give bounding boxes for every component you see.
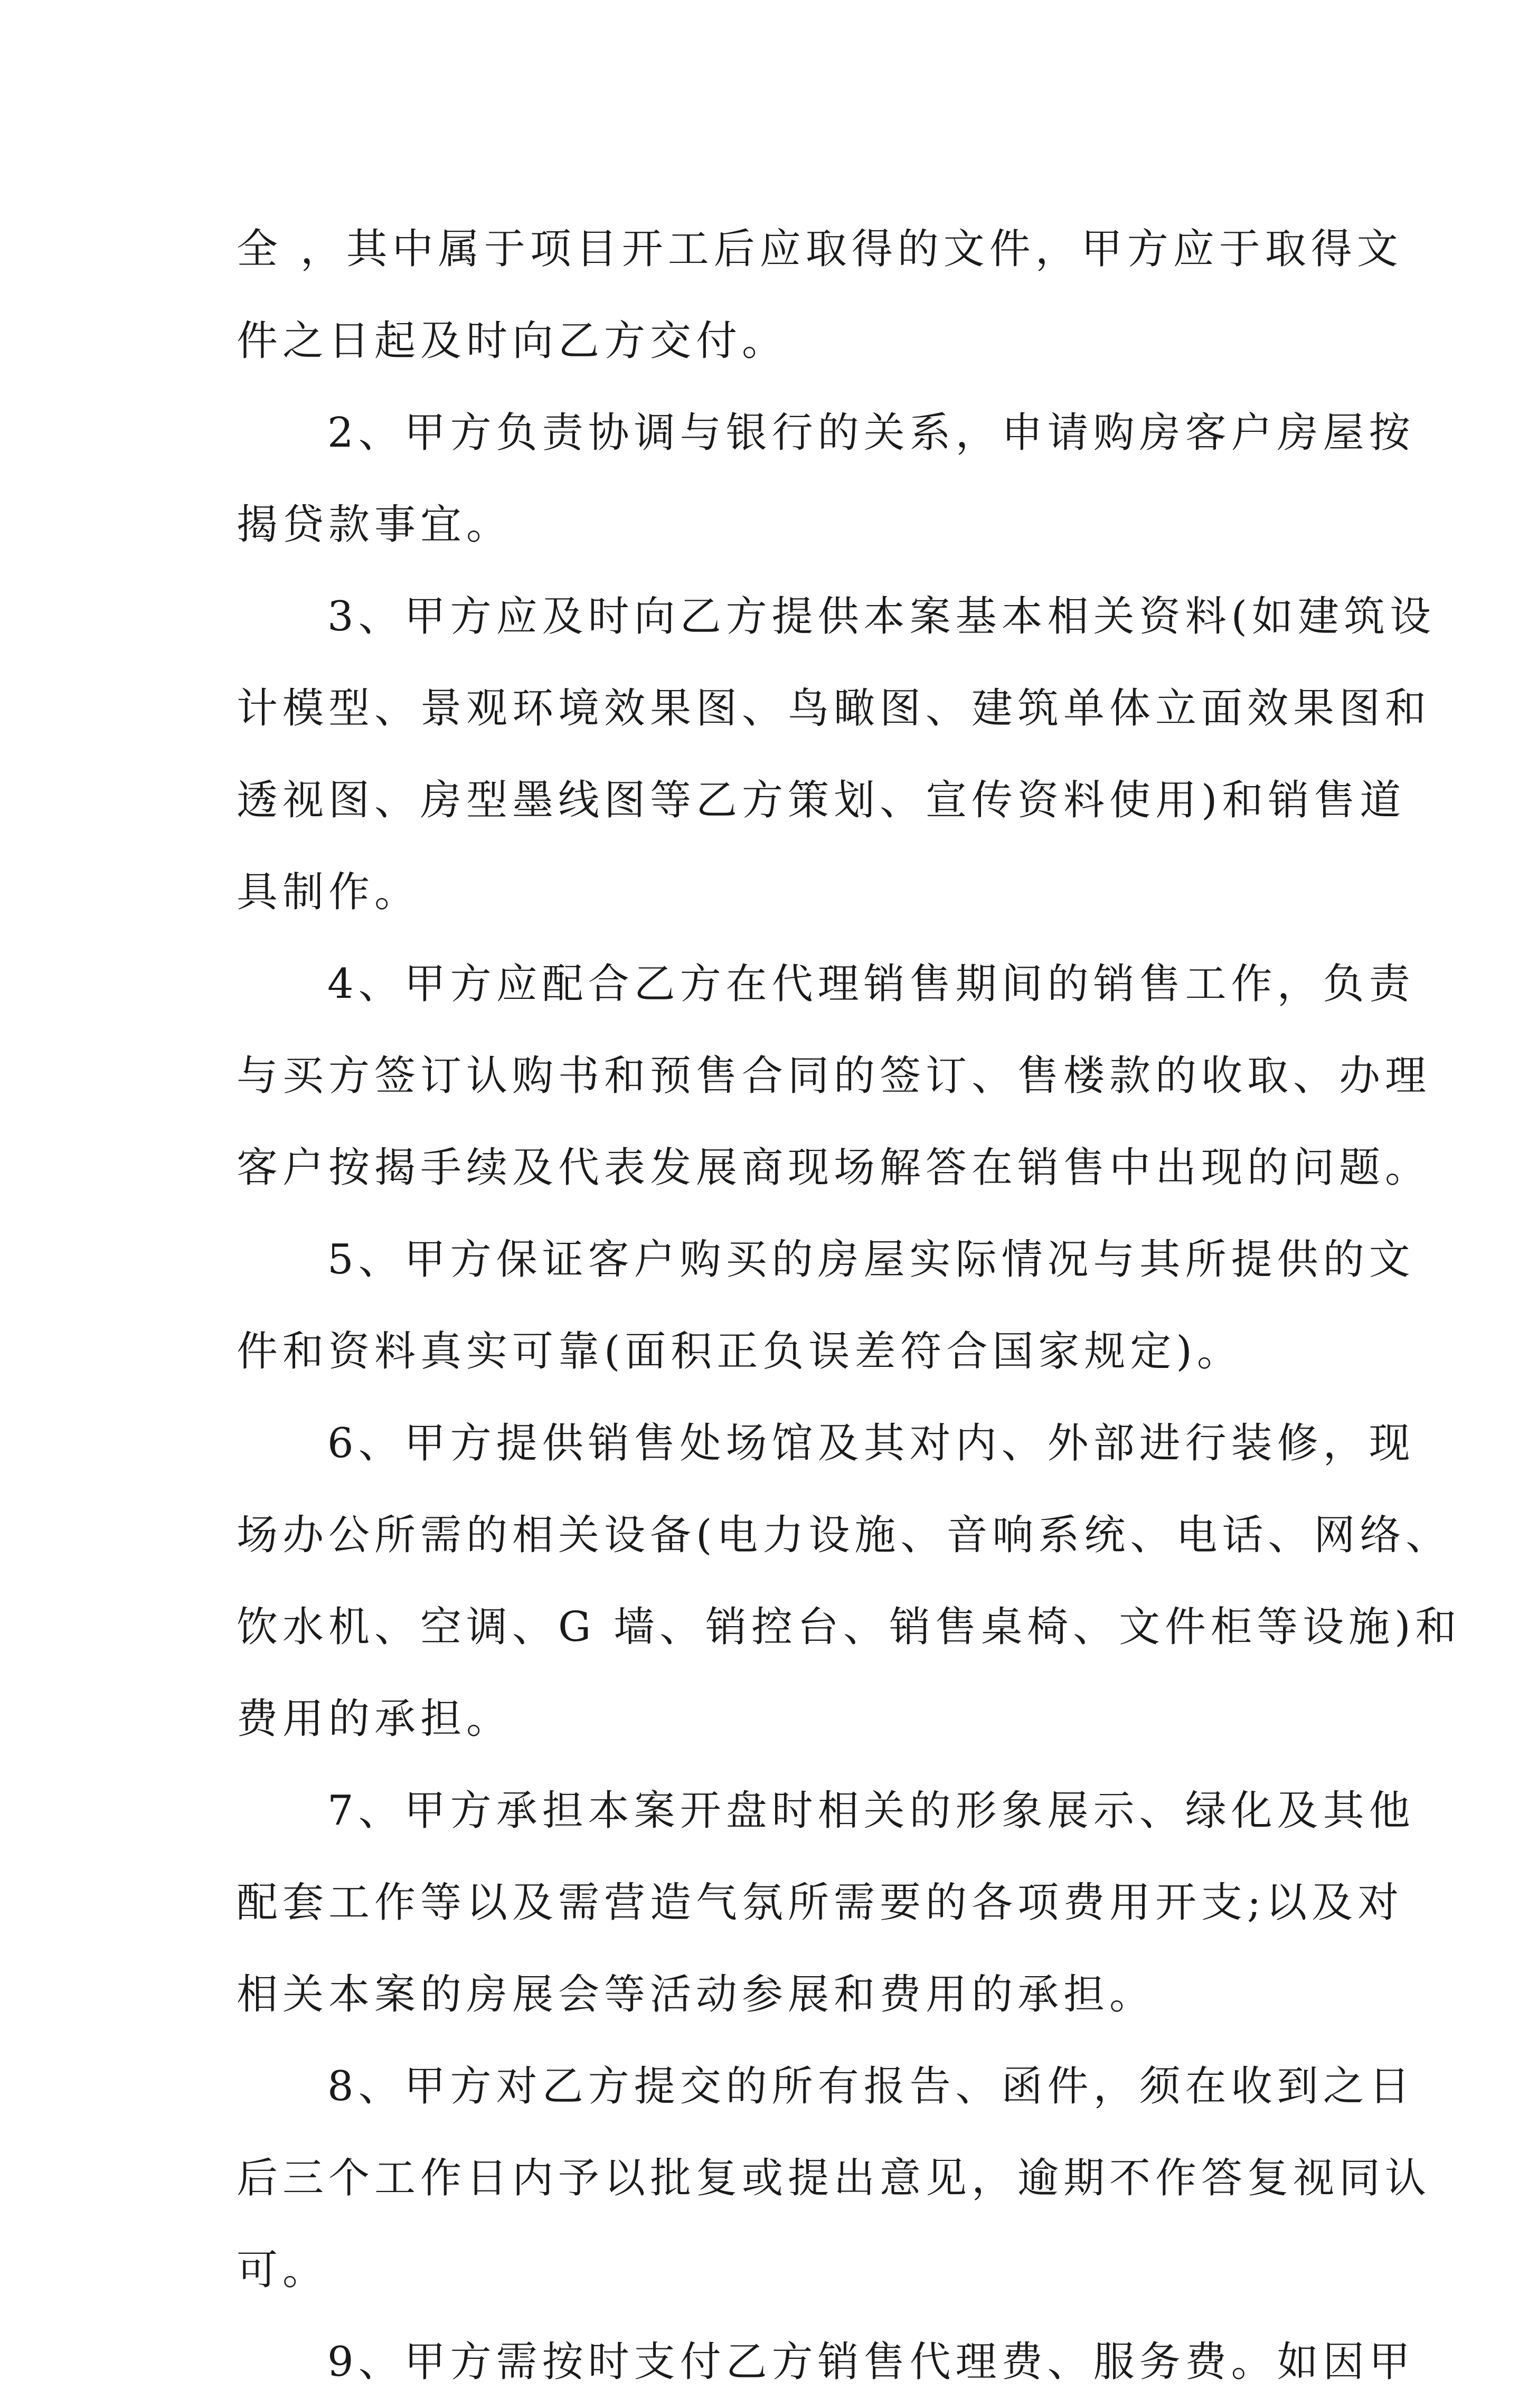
text-line: 配套工作等以及需营造气氛所需要的各项费用开支;以及对 xyxy=(237,1879,1404,1927)
text-line: 相关本案的房展会等活动参展和费用的承担。 xyxy=(237,1971,1156,2018)
text-line: 后三个工作日内予以批复或提出意见，逾期不作答复视同认 xyxy=(237,2155,1431,2202)
text-line: 透视图、房型墨线图等乙方策划、宣传资料使用)和销售道 xyxy=(237,777,1406,824)
text-line: 与买方签订认购书和预售合同的签订、售楼款的收取、办理 xyxy=(237,1052,1431,1100)
text-line: 6、甲方提供销售处场馆及其对内、外部进行装修，现 xyxy=(327,1420,1415,1467)
text-line: 全 ，其中属于项目开工后应取得的文件，甲方应于取得文 xyxy=(237,225,1403,273)
text-line: 饮水机、空调、G 墙、销控台、销售桌椅、文件柜等设施)和 xyxy=(237,1603,1461,1651)
text-line: 8、甲方对乙方提交的所有报告、函件，须在收到之日 xyxy=(327,2063,1415,2110)
text-line: 2、甲方负责协调与银行的关系，申请购房客户房屋按 xyxy=(327,409,1415,457)
document-body xyxy=(237,203,1461,2408)
text-line: 可。 xyxy=(237,2246,329,2294)
text-line: 场办公所需的相关设备(电力设施、音响系统、电话、网络、 xyxy=(237,1512,1452,1559)
text-line: 揭贷款事宜。 xyxy=(237,501,513,549)
text-line: 客户按揭手续及代表发展商现场解答在销售中出现的问题。 xyxy=(237,1144,1431,1192)
text-line: 9、甲方需按时支付乙方销售代理费、服务费。如因甲 xyxy=(327,2338,1415,2386)
text-line: 5、甲方保证客户购买的房屋实际情况与其所提供的文 xyxy=(327,1236,1415,1283)
text-line: 计模型、景观环境效果图、鸟瞰图、建筑单体立面效果图和 xyxy=(237,685,1431,732)
text-line: 费用的承担。 xyxy=(237,1695,513,1743)
text-line: 3、甲方应及时向乙方提供本案基本相关资料(如建筑设 xyxy=(327,593,1436,640)
text-line: 件之日起及时向乙方交付。 xyxy=(237,317,788,365)
text-line: 7、甲方承担本案开盘时相关的形象展示、绿化及其他 xyxy=(327,1787,1415,1835)
text-line: 具制作。 xyxy=(237,868,421,916)
text-line: 件和资料真实可靠(面积正负误差符合国家规定)。 xyxy=(237,1328,1243,1375)
text-line: 4、甲方应配合乙方在代理销售期间的销售工作，负责 xyxy=(327,960,1415,1008)
